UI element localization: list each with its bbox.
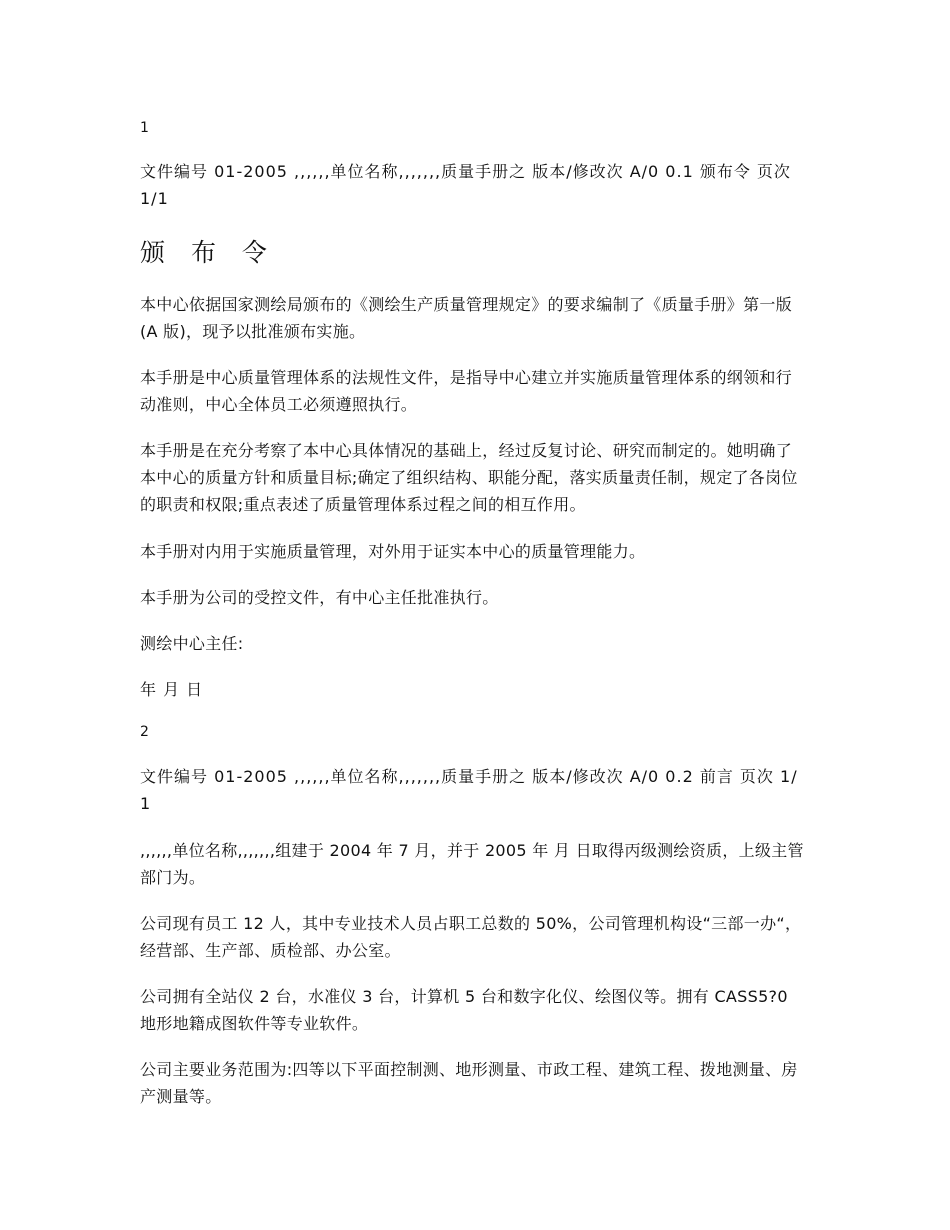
paragraph: 本手册为公司的受控文件，有中心主任批准执行。 <box>140 588 499 607</box>
page-number: 1 <box>140 120 150 136</box>
paragraph: 本中心依据国家测绘局颁布的《测绘生产质量管理规定》的要求编制了《质量手册》第一版(A 版)，现予以批准颁布实施。 <box>140 295 793 341</box>
document-header: 文件编号 01-2005 ,,,,,,单位名称,,,,,,,质量手册之 版本/修改次 A/0 0.1 颁布令 页次 1/1 <box>140 162 791 208</box>
paragraph: 本手册是中心质量管理体系的法规性文件，是指导中心建立并实施质量管理体系的纲领和行动准则，中心全体员工必须遵照执行。 <box>140 368 793 414</box>
paragraph: 公司主要业务范围为:四等以下平面控制测、地形测量、市政工程、建筑工程、拨地测量、房产测量等。 <box>140 1060 798 1106</box>
signature-line: 测绘中心主任: <box>140 634 244 653</box>
paragraph: 公司现有员工 12 人，其中专业技术人员占职工总数的 50%，公司管理机构设“三部一办“，经营部、生产部、质检部、办公室。 <box>140 914 802 960</box>
paragraph: ,,,,,,单位名称,,,,,,,组建于 2004 年 7 月，并于 2005 年 月 日取得丙级测绘资质，上级主管部门为。 <box>140 841 804 887</box>
date-line: 年 月 日 <box>140 680 204 699</box>
document-header: 文件编号 01-2005 ,,,,,,单位名称,,,,,,,质量手册之 版本/修改次 A/0 0.2 前言 页次 1/1 <box>140 767 798 813</box>
paragraph: 本手册是在充分考察了本中心具体情况的基础上，经过反复讨论、研究而制定的。她明确了本中心的质量方针和质量目标;确定了组织结构、职能分配，落实质量责任制，规定了各岗位的职责和权限;重点表述了质量管理体系过程之间的相互作用。 <box>140 441 798 514</box>
paragraph: 公司拥有全站仪 2 台，水准仪 3 台，计算机 5 台和数字化仪、绘图仪等。拥有 CASS5?0 地形地籍成图软件等专业软件。 <box>140 987 788 1033</box>
page-number: 2 <box>140 724 150 740</box>
paragraph: 本手册对内用于实施质量管理，对外用于证实本中心的质量管理能力。 <box>140 542 646 561</box>
section-title: 颁 布 令 <box>140 238 276 267</box>
